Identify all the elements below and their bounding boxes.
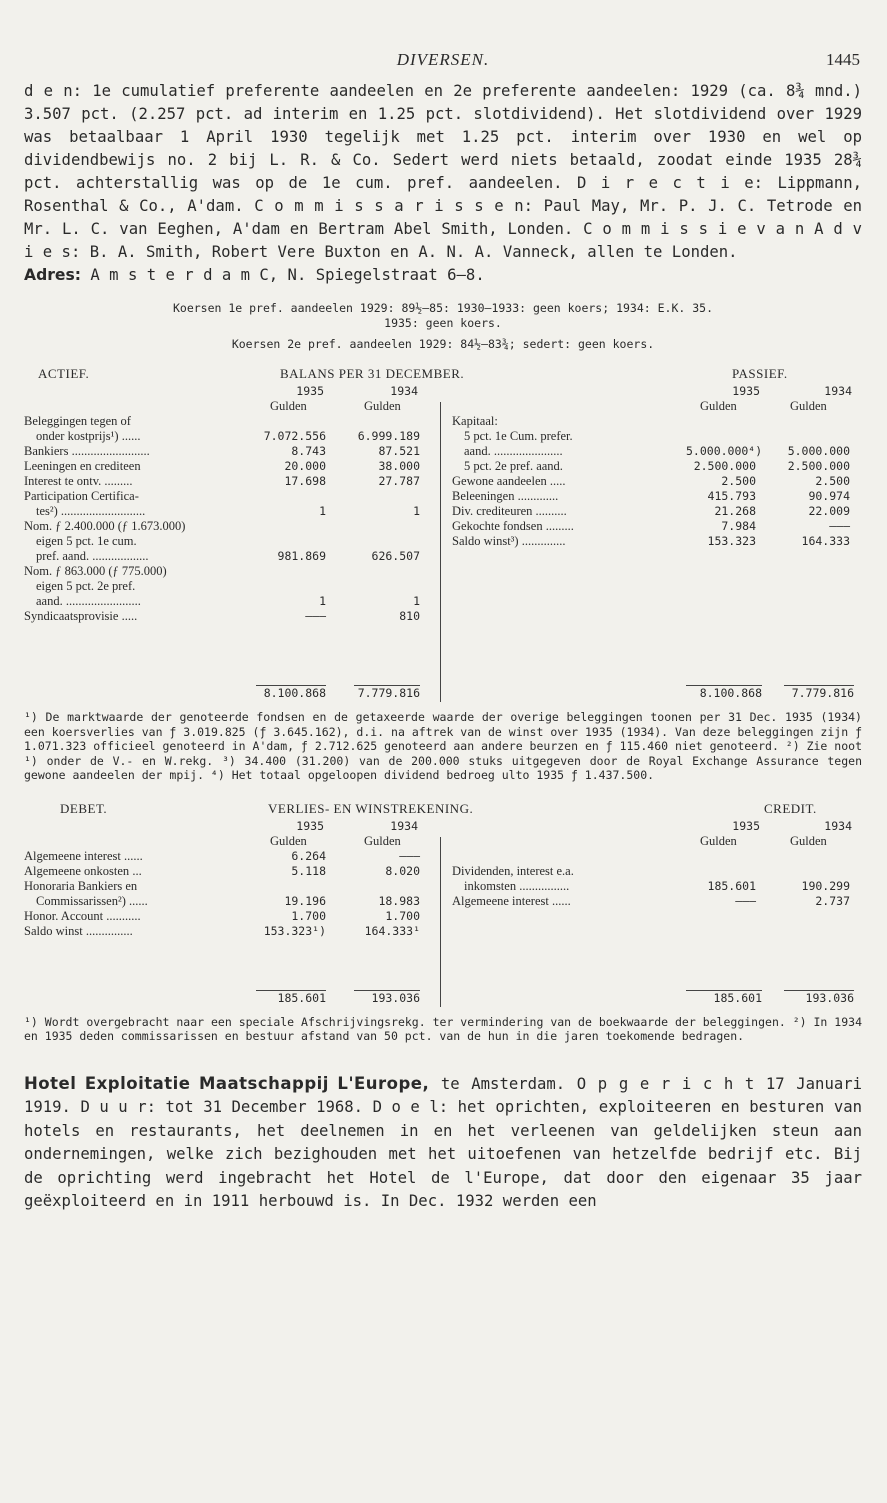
row-label: Honoraria Bankiers en [24, 878, 138, 893]
value-1935: 5.000.000⁴) [686, 444, 763, 458]
adres-text: A m s t e r d a m C, N. Spiegelstraat 6—8. [81, 266, 485, 284]
year-1935-right: 1935 [732, 818, 760, 833]
opgericht-text: 17 Januari 1919. [24, 1074, 863, 1116]
directie-label: D i r e c t i e: [576, 174, 763, 192]
leader-dots: .......... [532, 504, 567, 518]
row-label: Interest te ontv. [24, 474, 102, 488]
intro-lead: d e n: [24, 82, 83, 100]
leader-dots: ...... [548, 893, 571, 908]
value-1934: 18.983 [378, 893, 420, 908]
value-1934: 6.999.189 [357, 429, 420, 443]
unit-left-2: Gulden [364, 833, 401, 848]
value-1934: 164.333 [801, 534, 850, 548]
row-label-wrap [24, 609, 137, 624]
unit-row [24, 399, 862, 414]
row-label: Leeningen en crediteen [24, 459, 141, 473]
table-row [452, 459, 862, 474]
value-1935: 20.000 [284, 459, 326, 473]
row-label-wrap [24, 924, 133, 939]
column-divider [440, 837, 441, 1007]
row-label: Nom. ƒ 863.000 (ƒ 775.000) [24, 564, 167, 578]
value-1935: 5.118 [291, 863, 326, 878]
leader-dots: ......................... [68, 444, 150, 458]
value-1934: 1 [413, 594, 420, 608]
row-label-wrap [452, 474, 566, 489]
row-label: pref. aand. [36, 549, 90, 563]
advies-text: B. A. Smith, Robert Vere Buxton en A. N. A. Vanneck, allen te Londen. [80, 243, 738, 261]
table-row [24, 414, 440, 429]
page-number: 1445 [826, 50, 860, 69]
actief-heading: ACTIEF. [38, 366, 90, 381]
value-1934: 626.507 [371, 549, 420, 563]
total-actief-1935: 8.100.868 [256, 685, 326, 701]
column-divider [440, 402, 441, 702]
leader-dots: .................. [89, 549, 149, 563]
row-label: Bankiers [24, 444, 69, 458]
unit-left-1: Gulden [270, 399, 307, 413]
table-row [452, 534, 862, 549]
value-1935: 19.196 [284, 893, 326, 908]
value-1934: 87.521 [378, 444, 420, 458]
advies-label: C o m m i s s i e v a n A d v i e s: [24, 220, 863, 261]
vw-title: VERLIES- EN WINSTREKENING. [268, 800, 474, 816]
row-label-wrap [452, 894, 571, 909]
doel-text: het oprichten, exploiteeren en besturen van hotels en restaurants, het deelnemen in en het verleenen van geldelijken steun aan ondernemingen, welke zich bezighouden met het uitoefenen van hetzelfde bedrijf etc. Bij de oprichting werd ingebracht het Hotel de l'Europe, dat door den eigenaar 35 jaar geëxploiteerd en in 1911 herbouwd is. In Dec. 1932 werden een [24, 1098, 862, 1210]
table-row [24, 879, 440, 894]
debet-heading: DEBET. [60, 800, 108, 816]
table-row [24, 459, 440, 474]
leader-dots: ................ [516, 878, 570, 893]
value-1934: 5.000.000 [787, 444, 850, 458]
commissarissen-text: Paul May, Mr. P. J. C. Tetrode en Mr. L. C. van Eeghen, A'dam en Bertram Abel Smith, Londen. [24, 197, 862, 238]
value-1935: 153.323¹) [263, 923, 326, 938]
opgericht-label: O p g e r i c h t [576, 1074, 755, 1093]
table-row [24, 474, 440, 489]
actief-rows [24, 414, 440, 624]
table-row [24, 519, 440, 534]
row-label: Algemeene interest [452, 893, 549, 908]
row-label: Dividenden, interest e.a. [452, 863, 574, 878]
year-1934-right: 1934 [824, 818, 852, 833]
table-row [452, 474, 862, 489]
passief-heading: PASSIEF. [732, 366, 788, 381]
value-1934: 2.737 [815, 893, 850, 908]
value-1934: ——— [829, 519, 850, 533]
debet-rows [24, 849, 440, 939]
year-row [24, 819, 862, 834]
leader-dots: ...................... [490, 444, 563, 458]
leader-dots: ...... [118, 429, 141, 443]
row-label-wrap [36, 894, 148, 909]
vw-heading [24, 801, 862, 819]
leader-dots: ............... [82, 923, 133, 938]
leader-dots: ........................... [57, 504, 146, 518]
balans-totals [24, 684, 862, 699]
value-1935: 1 [319, 594, 326, 608]
row-label: Algemeene interest [24, 848, 121, 863]
value-1934: 8.020 [385, 863, 420, 878]
value-1935: 415.793 [707, 489, 756, 503]
row-label-wrap [36, 549, 148, 564]
leader-dots: ...... [125, 893, 148, 908]
table-row [452, 894, 862, 909]
row-label: Gekochte fondsen [452, 519, 543, 533]
page [24, 50, 862, 1229]
row-label: Syndicaatsprovisie [24, 609, 119, 623]
row-label-wrap [36, 504, 145, 519]
intro-paragraph [24, 80, 862, 287]
year-1935-left: 1935 [296, 384, 324, 398]
value-1934: 22.009 [808, 504, 850, 518]
row-label: Commissarissen²) [36, 893, 126, 908]
unit-row [24, 834, 862, 849]
vw-notes: ¹) Wordt overgebracht naar een speciale Afschrijvingsrekg. ter vermindering van de boekwaarde der beleggingen. ²) In 1934 en 1935 deden commissarissen en bestuur afstand van 50 pct. van de hun in die jaren toekomende bedragen. [24, 1014, 862, 1043]
value-1934: 90.974 [808, 489, 850, 503]
total-actief-1934: 7.779.816 [354, 685, 420, 701]
hotel-name: Hotel Exploitatie Maatschappij L'Europe, [24, 1073, 430, 1093]
koersen-line-2: 1935: geen koers. [384, 316, 502, 330]
row-label: Honor. Account [24, 908, 104, 923]
value-1934: 810 [399, 609, 420, 623]
year-row [24, 384, 862, 399]
table-row [24, 594, 440, 609]
year-1934-left: 1934 [390, 818, 418, 833]
unit-right-2: Gulden [790, 399, 827, 413]
balans-table [24, 384, 862, 704]
value-1935: 185.601 [707, 878, 756, 893]
row-label-wrap [464, 444, 563, 459]
value-1934: ——— [399, 848, 420, 863]
table-row [24, 579, 440, 594]
table-row [452, 489, 862, 504]
row-label-wrap [36, 429, 140, 444]
table-row [24, 504, 440, 519]
balans-title: BALANS PER 31 DECEMBER. [280, 366, 465, 381]
value-1934: 1.700 [385, 908, 420, 923]
koersen-block [24, 301, 862, 352]
total-credit-1935: 185.601 [686, 990, 762, 1006]
table-row [24, 429, 440, 444]
leader-dots: .............. [518, 534, 566, 548]
row-label-wrap [452, 519, 574, 534]
total-debet-1934: 193.036 [354, 990, 420, 1006]
row-label: Div. crediteuren [452, 504, 533, 518]
koersen-line-1: Koersen 1e pref. aandeelen 1929: 89½—85: 1930—1933: geen koers; 1934: E.K. 35. [172, 301, 714, 315]
row-label: 5 pct. 1e Cum. prefer. [464, 429, 573, 443]
value-1935: 1.700 [291, 908, 326, 923]
value-1935: 21.268 [714, 504, 756, 518]
unit-right-1: Gulden [700, 833, 737, 848]
hotel-location: te Amsterdam. [429, 1074, 577, 1093]
koersen-line-3: Koersen 2e pref. aandeelen 1929: 84½—83¾; sedert: geen koers. [231, 337, 655, 351]
row-label-wrap [464, 879, 569, 894]
table-row [24, 549, 440, 564]
intro-text: 1e cumulatief preferente aandeelen en 2e preferente aandeelen: 1929 (ca. 8¾ mnd.) 3.507 pct. (2.257 pct. ad interim en 1.25 pct. slotdividend). Het slotdividend over 1929 was betaalbaar 1 April 1930 tegelijk met 1.25 pct. interim over 1930 en wel op dividendbewijs no. 2 bij L. R. & Co. Sedert werd niets betaald, zoodat einde 1935 28¾ pct. achterstallig was op de 1e cum. pref. aandeelen. [24, 82, 862, 192]
value-1935: 981.869 [277, 549, 326, 563]
row-label-wrap [24, 909, 141, 924]
adres-label: Adres: [24, 266, 82, 284]
table-row [24, 909, 440, 924]
leader-dots: ..... [546, 474, 566, 488]
leader-dots: ...... [120, 848, 143, 863]
year-1934-left: 1934 [390, 384, 418, 398]
vw-table [24, 819, 862, 1009]
table-row [24, 609, 440, 624]
row-label: onder kostprijs¹) [36, 429, 119, 443]
row-label: Participation Certifica- [24, 489, 139, 503]
row-label: aand. [36, 594, 63, 608]
table-row [24, 894, 440, 909]
total-passief-1934: 7.779.816 [784, 685, 854, 701]
table-row [24, 534, 440, 549]
row-label-wrap [24, 849, 143, 864]
value-1934: 38.000 [378, 459, 420, 473]
commissarissen-label: C o m m i s s a r i s s e n: [254, 197, 533, 215]
value-1935: 8.743 [291, 444, 326, 458]
table-row [24, 864, 440, 879]
row-label-wrap [452, 504, 567, 519]
row-label: Kapitaal: [452, 414, 498, 428]
row-label: eigen 5 pct. 2e pref. [36, 579, 136, 593]
leader-dots: ............. [514, 489, 559, 503]
table-row [452, 849, 862, 864]
value-1935: 6.264 [291, 848, 326, 863]
leader-dots: ......... [101, 474, 133, 488]
leader-dots: ......... [542, 519, 574, 533]
table-row [24, 489, 440, 504]
row-label: Nom. ƒ 2.400.000 (ƒ 1.673.000) [24, 519, 186, 533]
duur-label: D u u r: [80, 1098, 156, 1116]
row-label: tes²) [36, 504, 58, 518]
running-header [24, 50, 862, 80]
row-label: aand. [464, 444, 491, 458]
table-row [452, 879, 862, 894]
leader-dots: ..... [118, 609, 138, 623]
duur-text: tot 31 December 1968. [155, 1098, 373, 1116]
row-label-wrap [24, 474, 133, 489]
row-label: eigen 5 pct. 1e cum. [36, 534, 137, 548]
table-row [24, 564, 440, 579]
total-passief-1935: 8.100.868 [686, 685, 762, 701]
value-1935: 153.323 [707, 534, 756, 548]
credit-heading: CREDIT. [764, 800, 817, 816]
value-1934: 2.500 [815, 474, 850, 488]
table-row [452, 864, 862, 879]
value-1935: 2.500.000 [693, 459, 756, 473]
row-label-wrap [452, 489, 558, 504]
row-label-wrap [24, 864, 142, 879]
row-label: Saldo winst³) [452, 534, 519, 548]
value-1934: 164.333¹ [364, 923, 420, 938]
row-label-wrap [452, 534, 565, 549]
value-1934: 27.787 [378, 474, 420, 488]
value-1935: ——— [305, 609, 326, 623]
total-debet-1935: 185.601 [256, 990, 326, 1006]
value-1934: 2.500.000 [787, 459, 850, 473]
directie-text: Lippmann, Rosenthal & Co., A'dam. [24, 174, 862, 215]
table-row [24, 924, 440, 939]
table-row [24, 444, 440, 459]
balans-heading [24, 366, 862, 384]
value-1935: 2.500 [721, 474, 756, 488]
value-1935: 7.072.556 [263, 429, 326, 443]
table-row [452, 429, 862, 444]
table-row [452, 504, 862, 519]
value-1934: 190.299 [801, 878, 850, 893]
row-label: Gewone aandeelen [452, 474, 547, 488]
running-title: DIVERSEN. [396, 50, 490, 69]
table-row [452, 519, 862, 534]
passief-rows [452, 414, 862, 549]
row-label-wrap [24, 444, 150, 459]
row-label: Saldo winst [24, 923, 83, 938]
unit-left-1: Gulden [270, 833, 307, 848]
credit-rows [452, 849, 862, 909]
row-label: Beleeningen [452, 489, 515, 503]
total-credit-1934: 193.036 [784, 990, 854, 1006]
table-row [452, 444, 862, 459]
value-1935: 17.698 [284, 474, 326, 488]
unit-right-1: Gulden [700, 399, 737, 413]
row-label: inkomsten [464, 878, 517, 893]
vw-totals [24, 989, 862, 1004]
year-1935-left: 1935 [296, 818, 324, 833]
leader-dots: ... [129, 863, 142, 878]
row-label: Algemeene onkosten [24, 863, 130, 878]
leader-dots: ........... [103, 908, 141, 923]
year-1934-right: 1934 [824, 384, 852, 398]
unit-left-2: Gulden [364, 399, 401, 413]
value-1935: ——— [735, 893, 756, 908]
table-row [24, 849, 440, 864]
value-1935: 7.984 [721, 519, 756, 533]
leader-dots: ........................ [62, 594, 141, 608]
row-label: 5 pct. 2e pref. aand. [464, 459, 563, 473]
row-label: Beleggingen tegen of [24, 414, 131, 428]
table-row [452, 414, 862, 429]
hotel-paragraph [24, 1072, 862, 1214]
row-label-wrap [36, 594, 141, 609]
value-1934: 1 [413, 504, 420, 518]
balans-notes: ¹) De marktwaarde der genoteerde fondsen en de getaxeerde waarde der overige beleggingen toonen per 31 Dec. 1935 (1934) een koersverlies van ƒ 3.019.825 (ƒ 3.645.162), d.i. na aftrek van de winst over 1935 (1934). Van deze beleggingen zijn ƒ 1.071.323 officieel genoteerd in A'dam, ƒ 2.712.625 genoteerd aan andere beurzen en ƒ 115.460 niet genoteerd. ²) Zie noot ¹) onder de V.- en W.rekg. ³) 34.400 (31.200) van de 200.000 stuks uitgegeven door de Royal Exchange Assurance tegen gewone aandeelen der mpij. ⁴) Het totaal opgeloopen dividend bedroeg ulto 1935 ƒ 1.437.500. [24, 710, 862, 782]
year-1935-right: 1935 [732, 384, 760, 398]
value-1935: 1 [319, 504, 326, 518]
unit-right-2: Gulden [790, 833, 827, 848]
doel-label: D o e l: [372, 1098, 449, 1116]
